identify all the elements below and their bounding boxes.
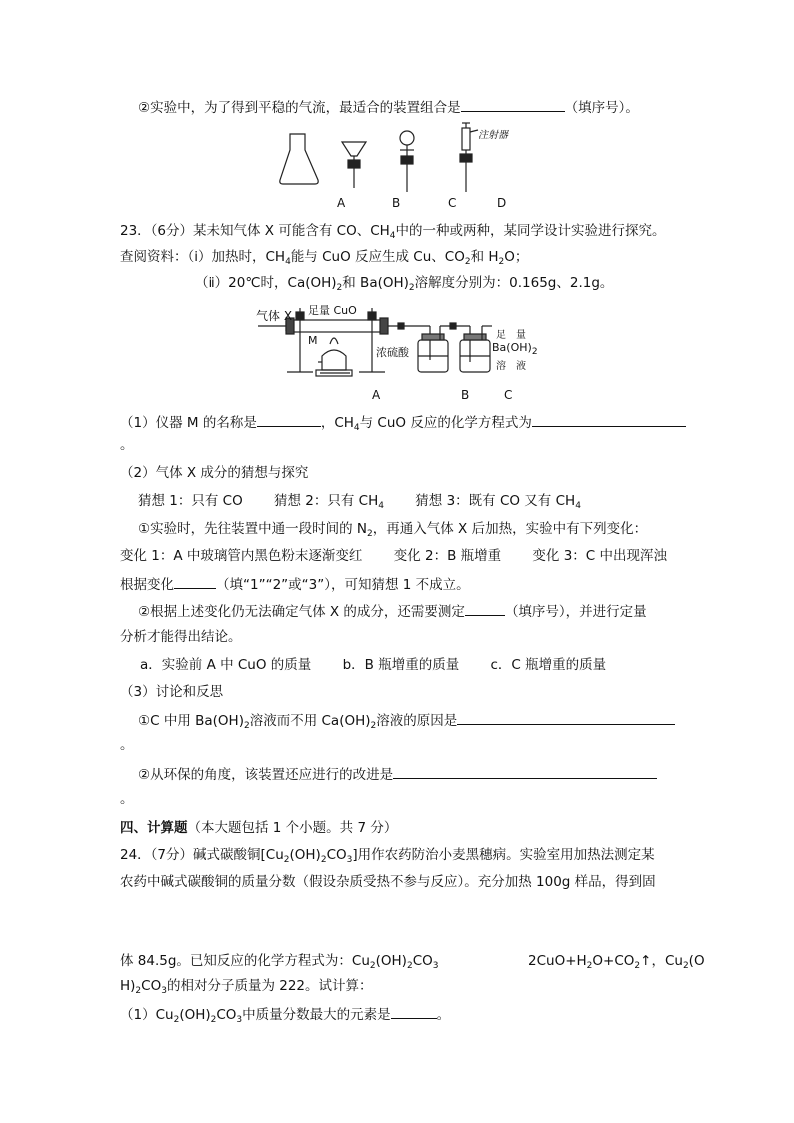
figure-label-c: C [448,196,457,210]
baoh-label: $Ba(OH)_2$ [492,341,538,357]
acid-label: 浓硫酸 [376,346,409,359]
syringe-label: 注射器 [478,130,508,141]
q24-line3-left: 体 84.5g。已知反应的化学方程式为：$Cu_2(OH)_2CO_3$ [120,953,439,971]
q24-line4: $H)_2CO_3$的相对分子质量为 222。试计算： [120,978,373,996]
m-label: M [308,334,318,347]
answer-blank[interactable] [174,574,216,589]
apparatus-label-a: A [372,388,381,402]
q24-line1: 24．（7分）碱式碳酸铜$[Cu_2(OH)_2CO_3]$用作农药防治小麦黑穗病。实验室用加热法测定某 [120,847,655,865]
q24-subquestion-1: $(1)Cu_2(OH)_2CO_3$中质量分数最大的元素是 。 [120,1004,450,1024]
alcohol-lamp-m [322,350,346,370]
q23-experiment-2-cont: 分析才能得出结论。 [120,629,242,645]
answer-blank[interactable] [457,710,675,725]
q23-part2-heading: （2）气体 X 成分的猜想与探究 [120,465,309,481]
figure-label-a: A [337,196,346,210]
glass-tube [292,320,382,332]
q23-experiment-2: ②根据上述变化仍无法确定气体 X 的成分，还需要测定 （填序号），并进行定量 [138,601,647,621]
q23-reference-2: （ⅱ）20℃时，$Ca(OH)_2$和 $Ba(OH)_2$溶解度分别为：0.165g、2.1g。 [195,275,614,293]
answer-blank[interactable] [393,764,657,779]
figure-label-d: D [497,196,507,210]
q22-item2: ②实验中，为了得到平稳的气流，最适合的装置组合是 （填序号）。 [138,97,639,117]
apparatus-label-b: B [461,388,470,402]
enough-label: 足 量 [496,330,526,341]
answer-blank[interactable] [391,1004,437,1019]
q23-changes: 变化 1：A 中玻璃管内黑色粉末逐渐变红 变化 2：B 瓶增重 变化 3：C 中出现浑浊 [120,548,668,564]
q23-reflection-2: ②从环保的角度，该装置还应进行的改进是 [138,764,657,784]
solution-label: 溶 液 [496,361,526,372]
figure-label-b: B [392,196,401,210]
q24-line2: 农药中碱式碳酸铜的质量分数（假设杂质受热不参与反应）。充分加热 100g 样品，得到固 [120,874,656,890]
q23-title: 23．（6分）某未知气体 X 可能含有 CO、$CH_4$中的一种或两种，某同学设计实验进行探究。 [120,223,666,241]
line-end-period: 。 [120,791,134,807]
apparatus-label-c: C [504,388,513,402]
q23-experiment-1: ①实验时，先往装置中通一段时间的 $N_2$，再通入气体 X 后加热，实验中有下列变化： [138,521,648,539]
q23-reference-1: 查阅资料：（ⅰ）加热时，$CH_4$能与 CuO 反应生成 Cu、$CO_2$和 $H_2O$； [120,249,529,267]
q23-part3-heading: （3）讨论和反思 [120,684,224,700]
q23-options: a．实验前 A 中 CuO 的质量 b．B 瓶增重的质量 c．C 瓶增重的质量 [140,657,607,673]
section-4-heading: 四、计算题（本大题包括 1 个小题。共 7 分） [120,820,398,836]
answer-blank[interactable] [532,412,686,427]
q23-basis: 根据变化 （填“1”“2”或“3”），可知猜想 1 不成立。 [120,574,470,594]
line-end-period: 。 [120,737,134,753]
q23-part1: （1）仪器 M 的名称是 ，$CH_4$与 CuO 反应的化学方程式为 [120,412,686,432]
gas-x-label: 气体 X [256,309,293,323]
cuo-label: 足量 CuO [308,304,357,317]
answer-blank[interactable] [465,601,505,616]
line-end-period: 。 [120,437,134,453]
answer-blank[interactable] [257,412,321,427]
q23-reflection-1: ①C 中用 $Ba(OH)_2$溶液而不用 $Ca(OH)_2$溶液的原因是 [138,710,675,730]
q24-line3-right: $2CuO+H_2O+CO_2↑$，$Cu_2(O$ [528,953,705,971]
q23-guesses: 猜想 1：只有 CO 猜想 2：只有 $CH_4$ 猜想 3：既有 CO 又有 $CH_4$ [138,493,581,511]
